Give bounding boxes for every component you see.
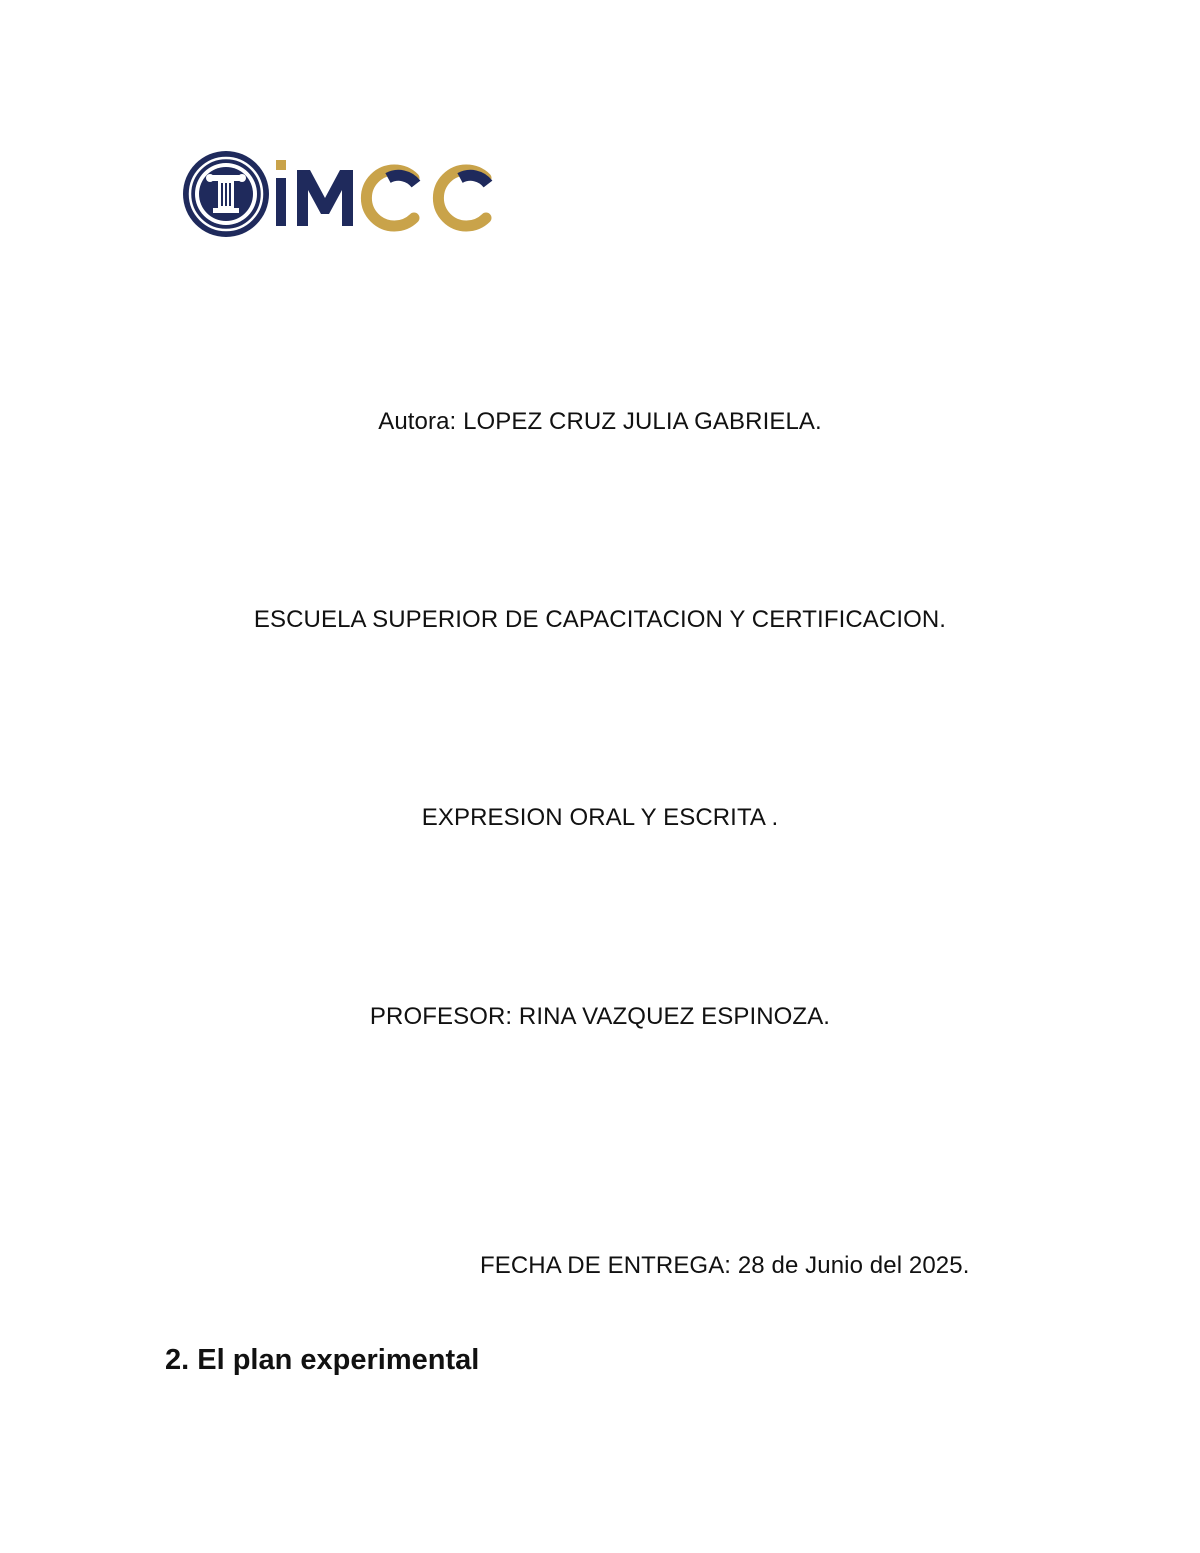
author-line: Autora: LOPEZ CRUZ JULIA GABRIELA. (378, 408, 822, 435)
professor-line: PROFESOR: RINA VAZQUEZ ESPINOZA. (369, 1003, 831, 1030)
delivery-date: FECHA DE ENTREGA: 28 de Junio del 2025. (480, 1252, 970, 1279)
section-heading: 2. El plan experimental (165, 1344, 480, 1376)
imcc-logo (180, 148, 510, 240)
column-emblem-icon (183, 151, 269, 237)
logo-letter-i (276, 160, 286, 226)
logo-letter-m (297, 170, 353, 226)
school-name: ESCUELA SUPERIOR DE CAPACITACION Y CERTIFICACION. (253, 606, 947, 633)
subject-title: EXPRESION ORAL Y ESCRITA . (421, 804, 779, 831)
